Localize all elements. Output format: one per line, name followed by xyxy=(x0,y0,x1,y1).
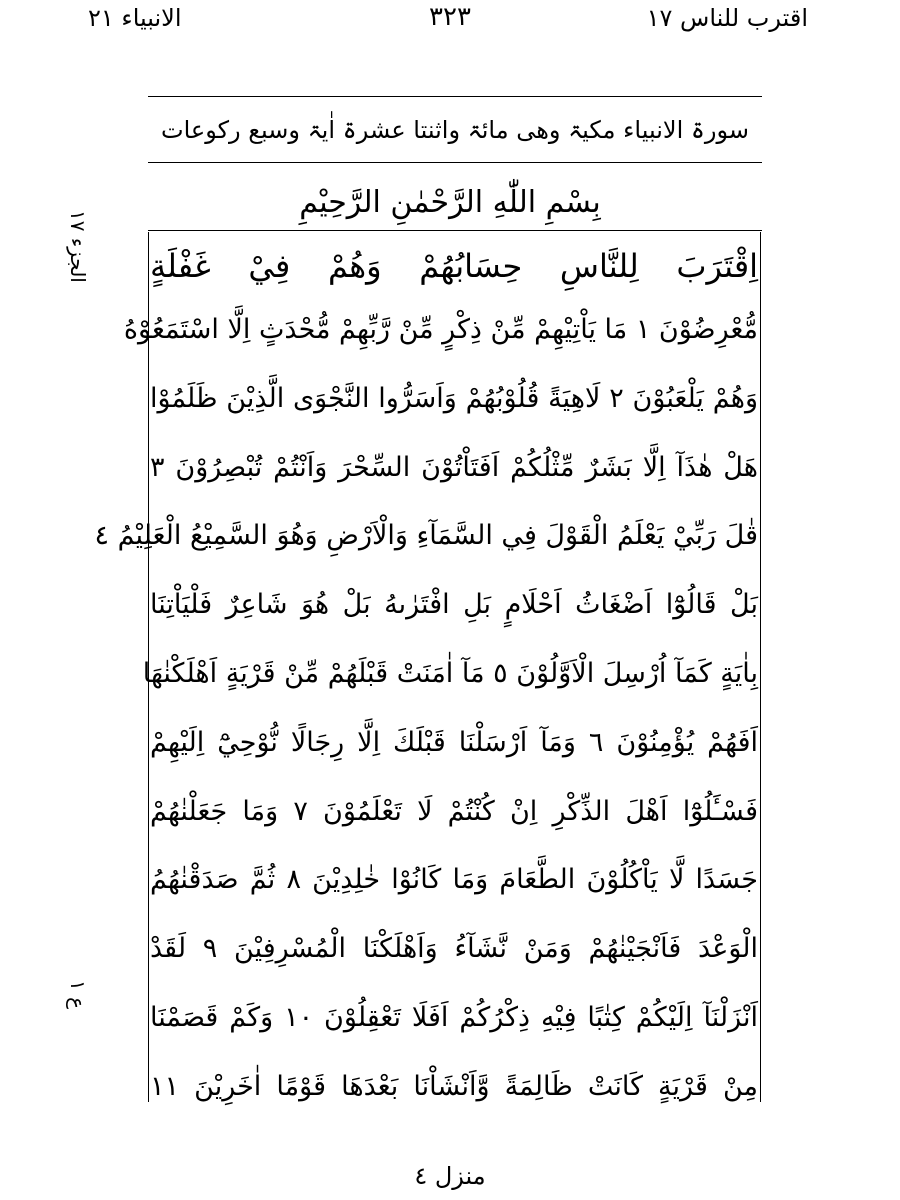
verse-line: جَسَدًا لَّا يَاْكُلُوْنَ الطَّعَامَ وَمَا كَانُوْا خٰلِدِيْنَ ٨ ثُمَّ صَدَقْنٰهُمُ xyxy=(150,864,758,896)
verse-line: فَسْـَٔلُوْٓا اَهْلَ الذِّكْرِ اِنْ كُنْتُمْ لَا تَعْلَمُوْنَ ٧ وَمَا جَعَلْنٰهُمْ xyxy=(150,795,759,827)
page-number: ٣٢٣ xyxy=(429,2,471,32)
header-surah-title: الانبياء ٢١ xyxy=(88,4,182,32)
verse-line: هَلْ هٰذَآ اِلَّا بَشَرٌ مِّثْلُكُمْ اَفَتَاْتُوْنَ السِّحْرَ وَاَنْتُمْ تُبْصِرُوْنَ ٣ xyxy=(150,451,758,483)
top-rule xyxy=(148,96,762,97)
frame-right-border xyxy=(760,232,761,1102)
verse-line: بَلْ قَالُوْٓا اَضْغَاثُ اَحْلَامٍ بَلِ افْتَرٰىهُ بَلْ هُوَ شَاعِرٌ فَلْيَاْتِنَا xyxy=(150,589,758,621)
juz-margin-marker: الجزء ١٧ xyxy=(66,210,90,283)
verse-line: مِنْ قَرْيَةٍ كَانَتْ ظَالِمَةً وَّاَنْشَاْنَا بَعْدَهَا قَوْمًا اٰخَرِيْنَ ١١ xyxy=(150,1070,758,1102)
verse-line: اَفَهُمْ يُؤْمِنُوْنَ ٦ وَمَآ اَرْسَلْنَا قَبْلَكَ اِلَّا رِجَالًا نُّوْحِيْٓ اِلَيْهِمْ xyxy=(150,726,759,758)
verse-line: اِقْتَرَبَ لِلنَّاسِ حِسَابُهُمْ وَهُمْ فِيْ غَفْلَةٍ xyxy=(150,247,758,285)
header-juz-title: اقترب للناس ١٧ xyxy=(646,4,808,32)
verse-line: الْوَعْدَ فَاَنْجَيْنٰهُمْ وَمَنْ نَّشَآءُ وَاَهْلَكْنَا الْمُسْرِفِيْنَ ٩ لَقَدْ xyxy=(150,933,758,965)
bismillah-bottom-rule xyxy=(148,230,762,231)
verse-line: وَهُمْ يَلْعَبُوْنَ ٢ لَاهِيَةً قُلُوْبُهُمْ وَاَسَرُّوا النَّجْوَى الَّذِيْنَ ظَلَمُوْا xyxy=(150,382,758,414)
surah-banner: سورۃ الانبیاء مکیۃ وھی مائۃ واثنتا عشرۃ اٰیۃ وسبع رکوعات xyxy=(160,116,750,144)
ruku-margin-marker: ع ١ xyxy=(66,980,90,1010)
bismillah: بِسْمِ اللّٰهِ الرَّحْمٰنِ الرَّحِيْمِ xyxy=(299,184,601,220)
verse-line: قٰلَ رَبِّيْ يَعْلَمُ الْقَوْلَ فِي السَّمَآءِ وَالْاَرْضِ وَهُوَ السَّمِيْعُ الْعَلِيْمُ ٤ xyxy=(94,520,758,552)
verse-line: مُّعْرِضُوْنَ ١ مَا يَاْتِيْهِمْ مِّنْ ذِكْرٍ مِّنْ رَّبِّهِمْ مُّحْدَثٍ اِلَّا اسْتَمَعُوْهُ xyxy=(123,314,758,345)
verse-block xyxy=(94,236,759,1122)
banner-bottom-rule xyxy=(148,162,762,163)
verse-line: اَنْزَلْنَآ اِلَيْكُمْ كِتٰبًا فِيْهِ ذِكْرُكُمْ اَفَلَا تَعْقِلُوْنَ ١٠ وَكَمْ قَصَمْنَا xyxy=(150,1001,758,1033)
manzil-footer: منزل ٤ xyxy=(414,1162,486,1190)
verse-line: بِاٰيَةٍ كَمَآ اُرْسِلَ الْاَوَّلُوْنَ ٥ مَآ اٰمَنَتْ قَبْلَهُمْ مِّنْ قَرْيَةٍ اَهْلَكْنٰهَا xyxy=(142,657,758,689)
